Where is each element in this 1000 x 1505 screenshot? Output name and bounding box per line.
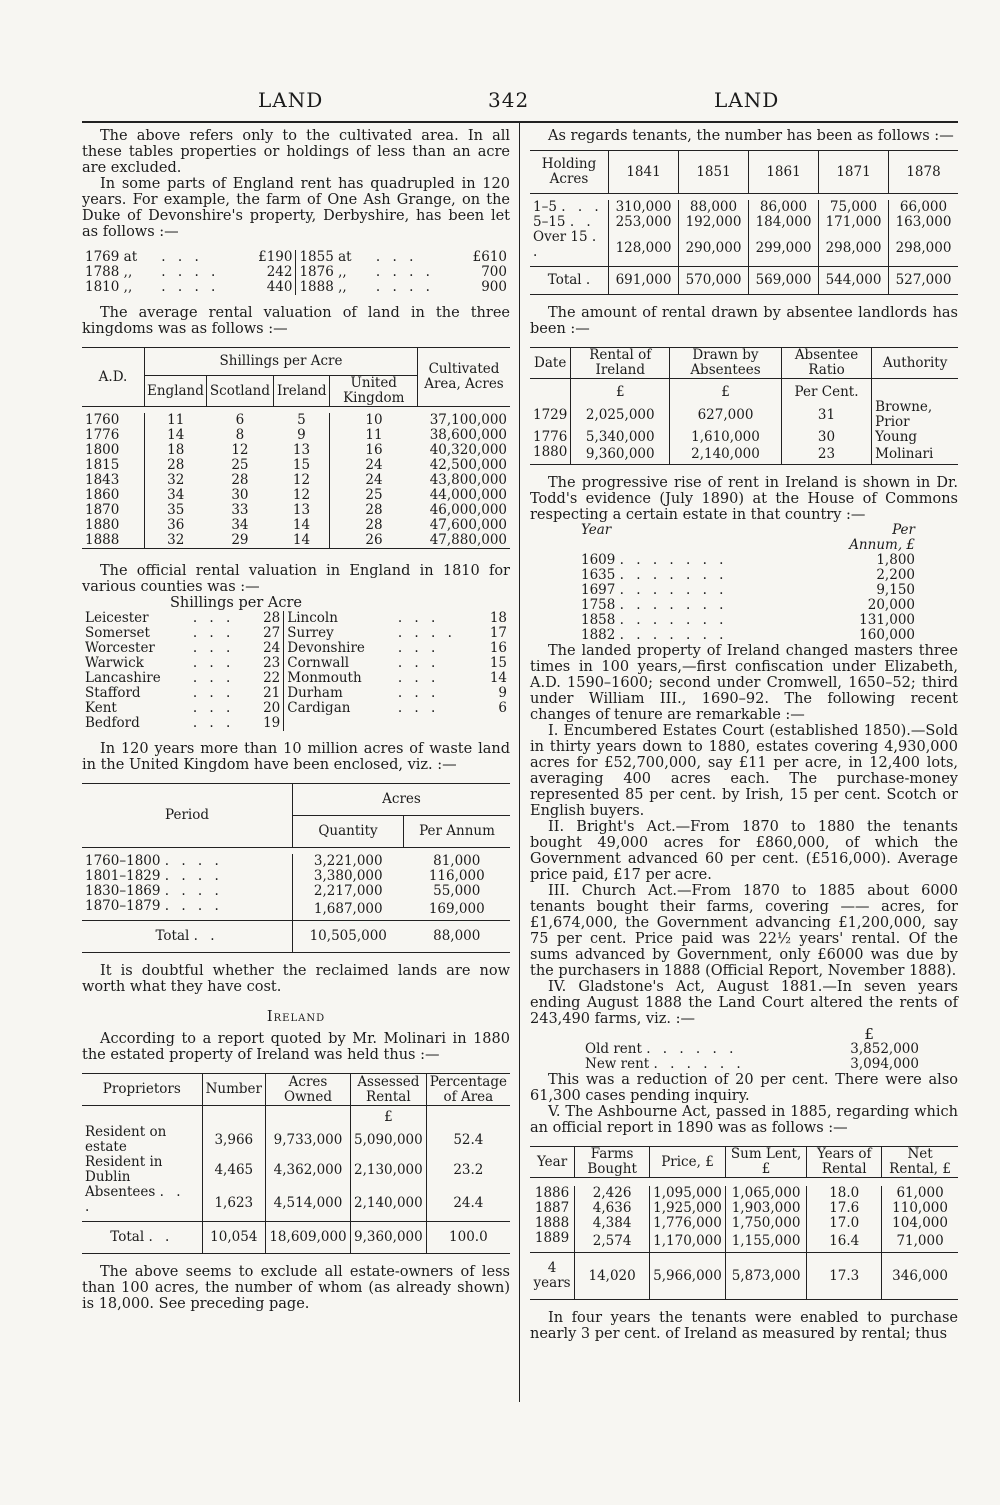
table-row: 1870 35 33 13 28 46,000,000: [85, 502, 507, 518]
table-row: 1776 14 8 9 11 38,600,000: [85, 427, 507, 443]
table-row: 4 years 14,020 5,966,000 5,873,000 17.3 346,000: [530, 1253, 958, 1300]
paragraph: III. Church Act.—From 1870 to 1885 about 6000 tenants bought their farms, covering —— acres, for £1,674,000, the Government advancing £1,200,000, say 75 per cent. Price paid was 22½ years' rental. Of the sums advanced by Government, only £6000 was due by the purchasers in 1888 (Official Report, November 1888).: [530, 883, 958, 979]
header-rule: [82, 121, 958, 123]
table-row: 1882 . . . . . . . 160,000: [581, 627, 915, 643]
ashbourne-act-table: Year Farms Bought Price, £ Sum Lent, £ Years of Rental Net Rental, £ 1886 2,426 1,095,000 1,065,000 18.0 61,000 1887 4,636 1,925,000 1,903,000 17.6 110,000 1888 4,384 1,776,000 1,750,000 17.0 104,000 1889 2,574 1,170,000 1,155,000 16.4 71,000 4 years 14,020 5,966,000 5,873,000 17.3 346,000: [530, 1146, 958, 1300]
todd-estate-table: Year Per Annum, £ 1609 . . . . . . . 1,800 1635 . . . . . . . 2,200 1697 . . . . . . . 9,150 1758 . . . . . . . 20,000 1858 . . . . . . . 131,000 1882 . . . . . . . 160,000: [578, 523, 918, 643]
paragraph: In four years the tenants were enabled to purchase nearly 3 per cent. of Ireland as measured by rental; thus: [530, 1310, 958, 1342]
table-row: 1758 . . . . . . . 20,000: [581, 597, 915, 613]
paragraph: According to a report quoted by Mr. Molinari in 1880 the estated property of Ireland was held thus :—: [82, 1031, 510, 1063]
table-row: 1729 2,025,000 627,000 31 Browne, Prior: [530, 400, 958, 430]
paragraph: The landed property of Ireland changed masters three times in 100 years,—first confiscation under Elizabeth, A.D. 1590–1600; second under Cromwell, 1650–52; third under William III., 1690–92. The following recent changes of tenure are remarkable :—: [530, 643, 958, 723]
table-row: 1609 . . . . . . . 1,800: [581, 552, 915, 568]
table-row: 1886 2,426 1,095,000 1,065,000 18.0 61,000: [530, 1186, 958, 1201]
table-row: 1801–1829 . . . . 3,380,000 116,000: [85, 868, 485, 884]
table-row: 1880 9,360,000 2,140,000 23 Molinari: [530, 445, 958, 465]
paragraph: In 120 years more than 10 million acres of waste land in the United Kingdom have been enclosed, viz. :—: [82, 741, 510, 773]
table-row: 1760 11 6 5 10 37,100,000: [85, 412, 507, 428]
table-row: Leicester . . . 28 Lincoln . . . 18: [85, 610, 507, 626]
table-row: 1697 . . . . . . . 9,150: [581, 582, 915, 598]
table-row: 1800 18 12 13 16 40,320,000: [85, 442, 507, 458]
table-row: 1870–1879 . . . . 1,687,000 169,000: [82, 899, 510, 921]
table-row: Worcester . . . 24 Devonshire . . . 16: [85, 640, 507, 656]
counties-table: [82, 611, 510, 731]
rental-valuation-table: A.D. Shillings per Acre Cultivated Area, Acres England Scotland Ireland United Kingdom 1760 11 6 5 10 37,100,000 1776 14 8 9 11 38,600,000 1800 18 12 13 16 40,320,000 1815 28 25 15 24 42,500,000 1843 32 28 12 24 43,800,000 1860 34 30 12 25 44,000,000 1870 35 33 13 28 46,000,000 1880 36 34 14 28 47,600,000 1888 32 29 14 26 47,880,000: [82, 347, 510, 549]
counties-caption: Shillings per Acre: [169, 595, 302, 611]
table-row: Kent . . . 20 Cardigan . . . 6: [85, 700, 507, 716]
paragraph: The above refers only to the cultivated area. In all these tables properties or holdings of less than an acre are excluded.: [82, 128, 510, 176]
paragraph: I. Encumbered Estates Court (established 1850).—Sold in thirty years down to 1880, estates covering 4,930,000 acres for £52,700,000, say £11 per acre, in 12,400 lots, averaging 400 acres each. The purchase-money represented 85 per cent. by Irish, 15 per cent. Scotch or English buyers.: [530, 723, 958, 819]
paragraph: The amount of rental drawn by absentee landlords has been :—: [530, 305, 958, 337]
table-row: Total . . 10,054 18,609,000 9,360,000 100.0: [82, 1222, 510, 1254]
paragraph: II. Bright's Act.—From 1870 to 1880 the tenants bought 49,000 acres for £860,000, of which the Government advanced 60 per cent. (£516,000). Average price paid, £17 per acre.: [530, 819, 958, 883]
table-row: Resident in Dublin 4,465 4,362,000 2,130,000 23.2: [82, 1155, 510, 1185]
waste-land-table: Period Acres Quantity Per Annum 1760–1800 . . . . 3,221,000 81,000 1801–1829 . . . . 3,380,000 116,000 1830–1869 . . . . 2,217,000 55,000 1870–1879 . . . . 1,687,000 169,000 Total . . 10,505,000 88,000: [82, 783, 510, 953]
rent-alteration-table: £ Old rent . . . . . . 3,852,000 New rent . . . . . . 3,094,000: [582, 1027, 922, 1072]
table-row: 1880 36 34 14 28 47,600,000: [85, 517, 507, 533]
ash-grange-rent-table: [82, 250, 510, 295]
absentee-rental-table: Date Rental of Ireland Drawn by Absentees Absentee Ratio Authority £ £ Per Cent. 1729 2,025,000 627,000 31 Browne, Prior 1776 5,340,000 1,610,000 30 Young 1880 9,360,000 2,140,000 23 Molinari: [530, 347, 958, 465]
table-row: Somerset . . . 27 Surrey . . . . 17: [85, 625, 507, 641]
paragraph: V. The Ashbourne Act, passed in 1885, regarding which an official report in 1890 was as follows :—: [530, 1104, 958, 1136]
table-row: 1887 4,636 1,925,000 1,903,000 17.6 110,000: [530, 1201, 958, 1216]
table-row: 1858 . . . . . . . 131,000: [581, 612, 915, 628]
table-row: Lancashire . . . 22 Monmouth . . . 14: [85, 670, 507, 686]
table-row: Resident on estate 3,966 9,733,000 5,090,000 52.4: [82, 1125, 510, 1155]
table-row: 1776 5,340,000 1,610,000 30 Young: [530, 430, 958, 445]
table-row: 1889 2,574 1,170,000 1,155,000 16.4 71,000: [530, 1231, 958, 1253]
table-row: Total . 691,000 570,000 569,000 544,000 527,000: [530, 267, 958, 295]
running-head-right: LAND: [714, 88, 780, 112]
running-head-left: LAND: [258, 88, 324, 112]
table-row: Absentees . . . 1,623 4,514,000 2,140,000 24.4: [82, 1185, 510, 1222]
proprietors-table: Proprietors Number Acres Owned Assessed Rental Percentage of Area £ Resident on estate 3,966 9,733,000 5,090,000 52.4 Resident in Dublin 4,465 4,362,000 2,130,000 23.2 Absentees . . . 1,623 4,514,000 2,140,000 24.4 Total . . 10,054 18,609,000 9,360,000 100.0: [82, 1073, 510, 1254]
table-row: New rent . . . . . . 3,094,000: [585, 1056, 919, 1072]
table-row: 1–5 . . . 310,000 88,000 86,000 75,000 66,000: [530, 200, 958, 215]
table-row: Over 15 . . 128,000 290,000 299,000 298,000 298,000: [530, 230, 958, 267]
table-row: 5–15 . . 253,000 192,000 184,000 171,000 163,000: [530, 215, 958, 230]
paragraph: IV. Gladstone's Act, August 1881.—In seven years ending August 1888 the Land Court altered the rents of 243,490 farms, viz. :—: [530, 979, 958, 1027]
table-row: Stafford . . . 21 Durham . . . 9: [85, 685, 507, 701]
tenants-table: Holding Acres 1841 1851 1861 1871 1878 1–5 . . . 310,000 88,000 86,000 75,000 66,000 5–15 . . 253,000 192,000 184,000 171,000 163,000 Over 15 . . 128,000 290,000 299,000 298,000 298,000 Total . 691,000 570,000 569,000 544,000 527,000: [530, 150, 958, 295]
table-row: Old rent . . . . . . 3,852,000: [585, 1041, 919, 1057]
table-row: 1830–1869 . . . . 2,217,000 55,000: [85, 883, 481, 899]
section-heading: Ireland: [266, 1009, 326, 1025]
page-number: 342: [488, 88, 530, 112]
table-row: Total . . 10,505,000 88,000: [82, 921, 510, 953]
paragraph: The progressive rise of rent in Ireland is shown in Dr. Todd's evidence (July 1890) at the House of Commons respecting a certain estate in that country :—: [530, 475, 958, 523]
table-row: 1760–1800 . . . . 3,221,000 81,000: [85, 853, 481, 869]
paragraph: The average rental valuation of land in the three kingdoms was as follows :—: [82, 305, 510, 337]
column-divider: [519, 122, 520, 1402]
table-row: 1843 32 28 12 24 43,800,000: [85, 472, 507, 488]
table-row: 1860 34 30 12 25 44,000,000: [85, 487, 507, 503]
table-row: 1788 ,, . . . . 242 1876 ,, . . . . 700: [85, 264, 507, 280]
table-row: Bedford . . . 19: [82, 716, 510, 731]
table-row: 1888 32 29 14 26 47,880,000: [82, 533, 510, 549]
table-row: 1888 4,384 1,776,000 1,750,000 17.0 104,000: [530, 1216, 958, 1231]
table-row: 1635 . . . . . . . 2,200: [581, 567, 915, 583]
table-row: Warwick . . . 23 Cornwall . . . 15: [85, 655, 507, 671]
paragraph: In some parts of England rent has quadrupled in 120 years. For example, the farm of One Ash Grange, on the Duke of Devonshire's property, Derbyshire, has been let as follows :—: [82, 176, 510, 240]
paragraph: It is doubtful whether the reclaimed lands are now worth what they have cost.: [82, 963, 510, 995]
paragraph: The official rental valuation in England in 1810 for various counties was :—: [82, 563, 510, 595]
table-row: 1815 28 25 15 24 42,500,000: [85, 457, 507, 473]
table-row: 1769 at . . . £190 1855 at . . . £610: [85, 249, 507, 265]
paragraph: As regards tenants, the number has been as follows :—: [548, 128, 954, 144]
table-row: 1810 ,, . . . . 440 1888 ,, . . . . 900: [85, 279, 507, 295]
paragraph: This was a reduction of 20 per cent. There were also 61,300 cases pending inquiry.: [530, 1072, 958, 1104]
left-column: [82, 128, 510, 1312]
right-column: [530, 128, 958, 1342]
paragraph: The above seems to exclude all estate-owners of less than 100 acres, the number of whom (as already shown) is 18,000. See preceding page.: [82, 1264, 510, 1312]
